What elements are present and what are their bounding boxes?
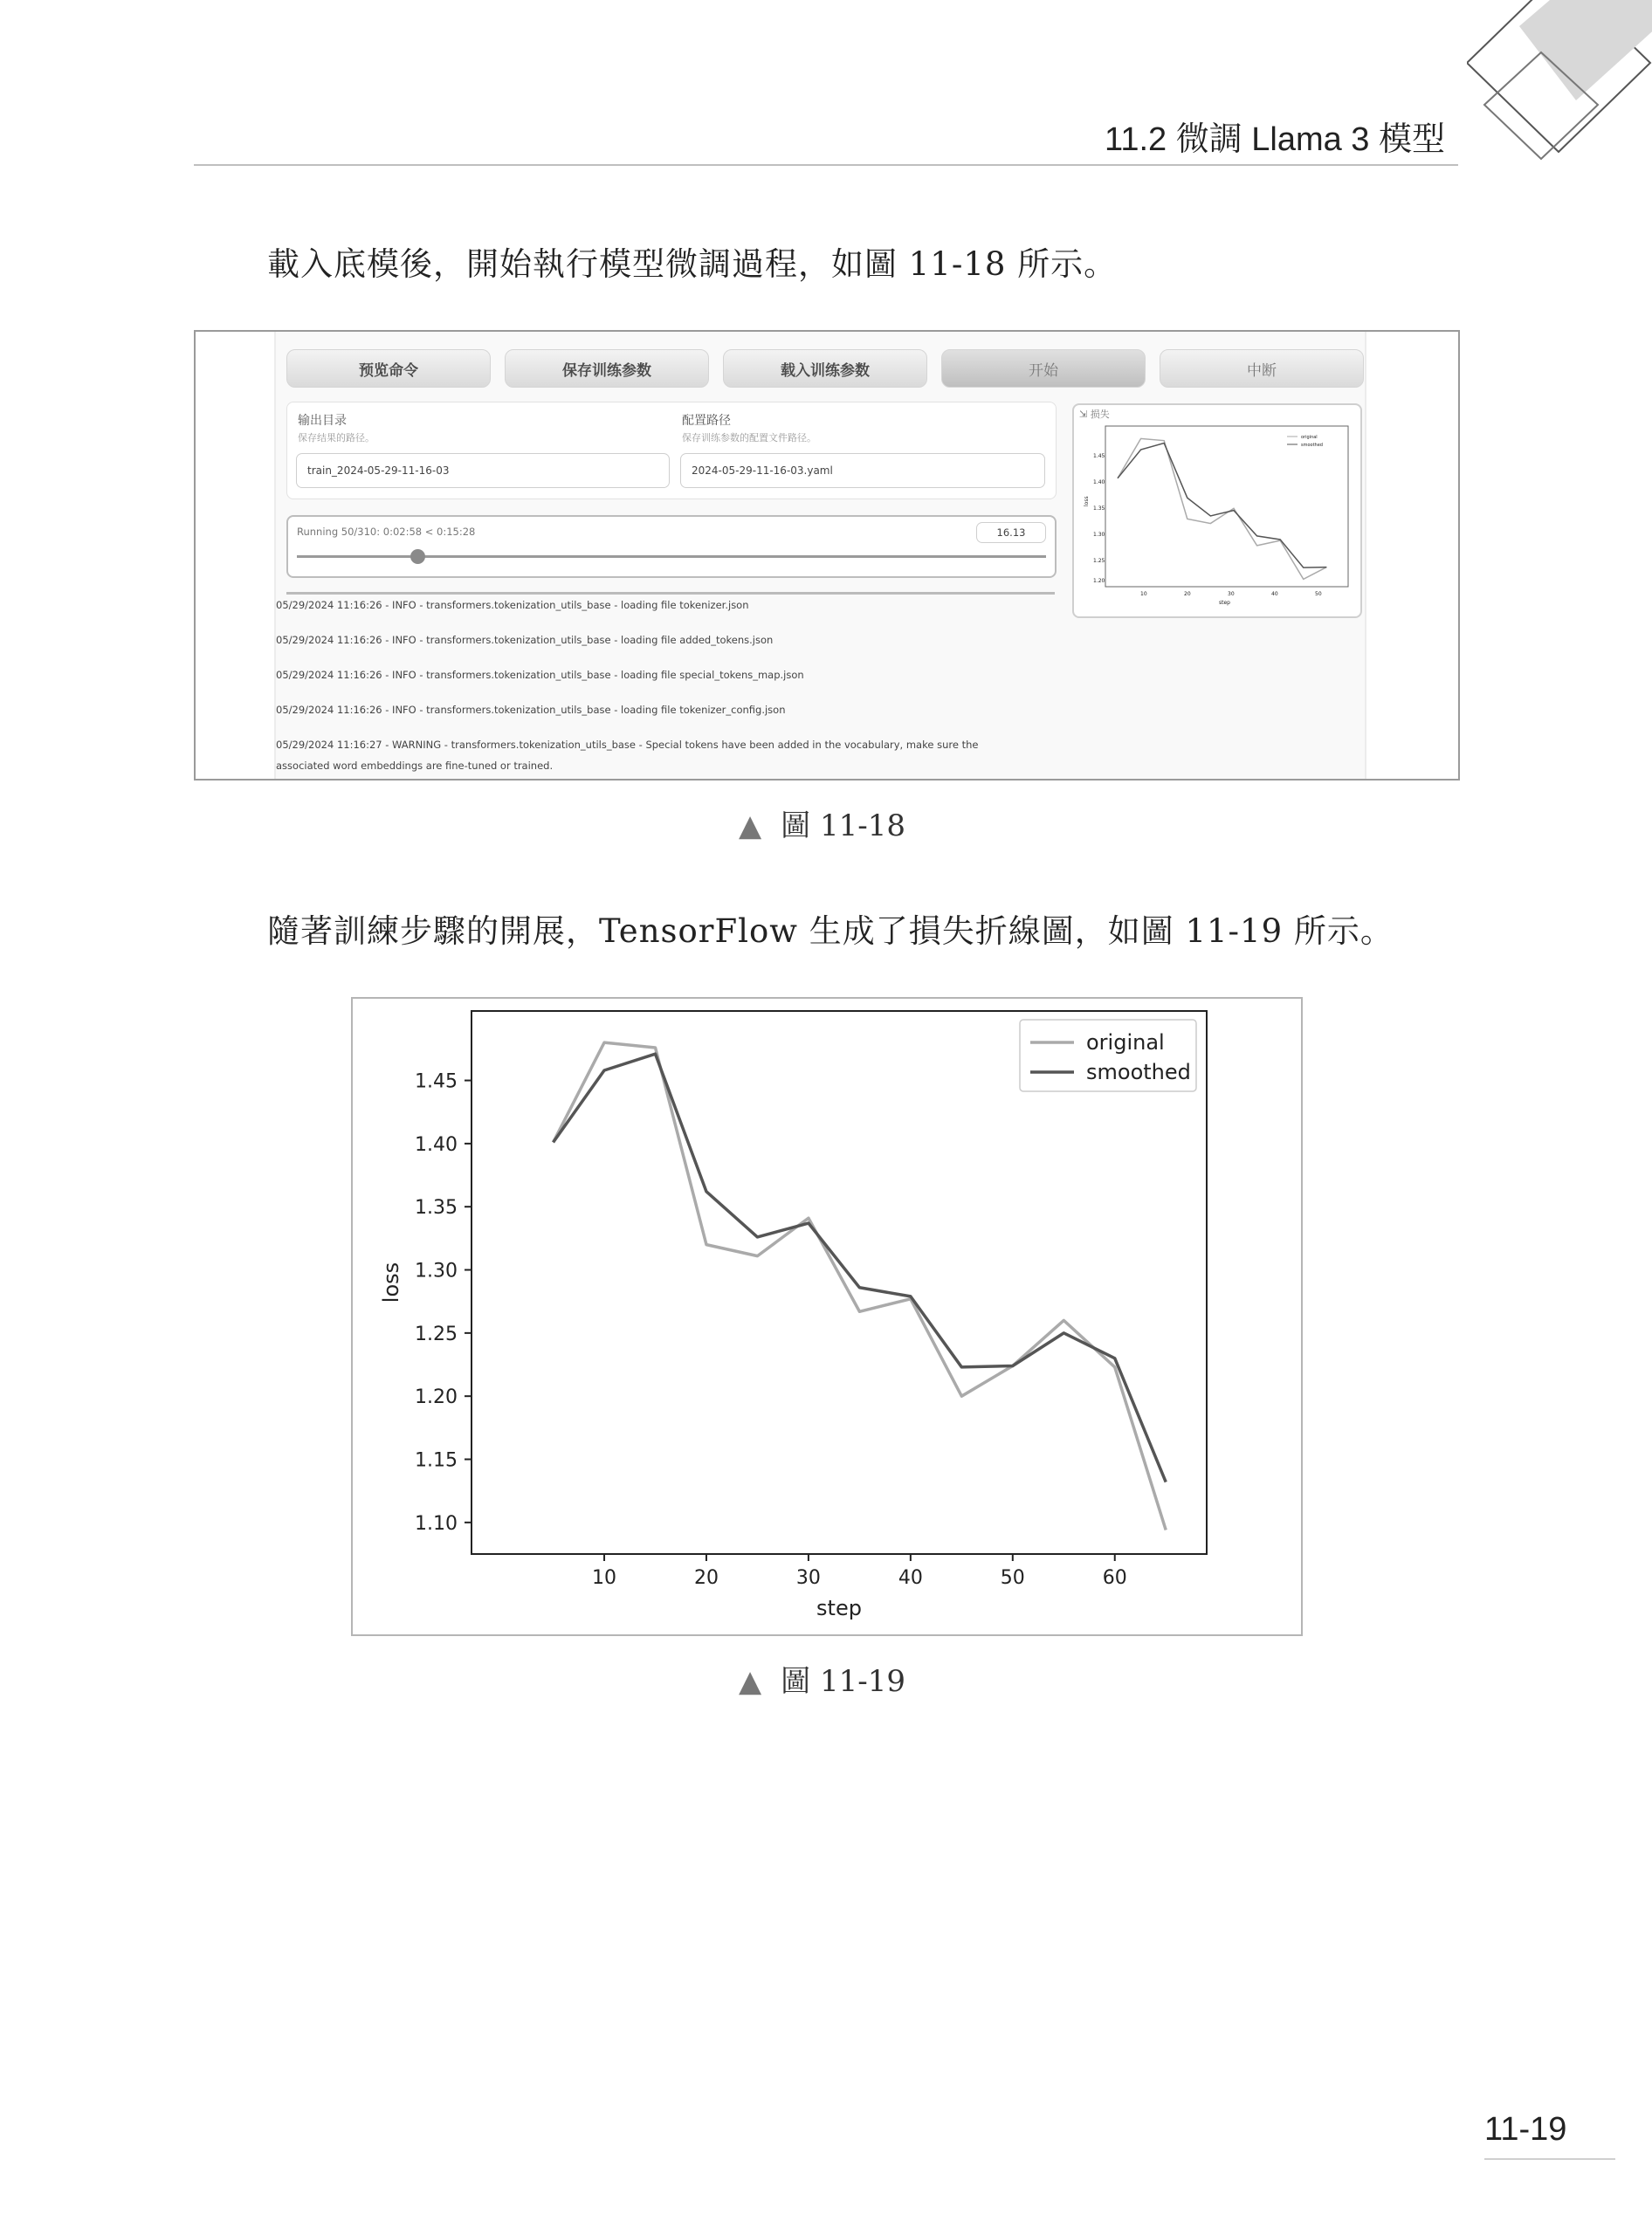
mini-legend-original: original xyxy=(1301,435,1318,440)
output-dir-input[interactable]: train_2024-05-29-11-16-03 xyxy=(296,453,670,488)
page-number: 11-19 xyxy=(1484,2111,1567,2148)
mini-ytick: 1.25 xyxy=(1093,558,1105,564)
progress-track xyxy=(297,555,1046,558)
path-panel xyxy=(286,402,1057,499)
progress-value: 16.13 xyxy=(976,522,1046,543)
paragraph-1: 載入底模後，開始執行模型微調過程，如圖 11-18 所示。 xyxy=(267,245,1118,283)
mini-xtick: 40 xyxy=(1271,591,1278,597)
y-tick-label: 1.20 xyxy=(415,1386,458,1409)
log-line: associated word embeddings are fine-tuned or trained. xyxy=(276,760,554,772)
y-tick-label: 1.35 xyxy=(415,1197,458,1220)
x-tick-label: 20 xyxy=(693,1567,719,1589)
plot-frame xyxy=(472,1011,1207,1554)
figure-11-18 xyxy=(194,330,1460,781)
output-dir-hint: 保存结果的路径。 xyxy=(298,432,375,444)
log-line: 05/29/2024 11:16:26 - INFO - transformers.tokenization_utils_base - loading file special_tokens_map.json xyxy=(276,669,804,681)
y-tick-label: 1.15 xyxy=(415,1449,458,1472)
paragraph-2: 隨著訓練步驟的開展，TensorFlow 生成了損失折線圖，如圖 11-19 所示。 xyxy=(267,912,1394,950)
stop-button[interactable]: 中断 xyxy=(1160,349,1364,388)
caption-11-18-text: 圖 11-18 xyxy=(781,808,905,843)
mini-xtick: 50 xyxy=(1315,591,1322,597)
footer-rule xyxy=(1484,2158,1615,2160)
mini-ytick: 1.20 xyxy=(1093,578,1105,584)
mini-ylabel: loss xyxy=(1084,496,1090,506)
log-line: 05/29/2024 11:16:26 - INFO - transformers.tokenization_utils_base - loading file tokenizer.json xyxy=(276,599,749,611)
load-args-button[interactable]: 载入训练参数 xyxy=(723,349,927,388)
legend-label-original: original xyxy=(1086,1030,1165,1055)
x-tick-label: 60 xyxy=(1102,1567,1127,1589)
y-tick-label: 1.40 xyxy=(415,1133,458,1156)
log-line: 05/29/2024 11:16:26 - INFO - transformers.tokenization_utils_base - loading file added_tokens.json xyxy=(276,634,774,646)
mini-xtick: 30 xyxy=(1228,591,1235,597)
figure-11-19 xyxy=(351,997,1303,1636)
legend-label-smoothed: smoothed xyxy=(1086,1060,1191,1084)
loss-chart xyxy=(353,999,1301,1634)
mini-xtick: 10 xyxy=(1140,591,1147,597)
config-path-input[interactable]: 2024-05-29-11-16-03.yaml xyxy=(680,453,1045,488)
caption-11-19 xyxy=(739,1657,905,1700)
y-axis-label: loss xyxy=(379,1262,403,1303)
start-button[interactable]: 开始 xyxy=(941,349,1146,388)
y-tick-label: 1.25 xyxy=(415,1323,458,1345)
log-line: 05/29/2024 11:16:26 - INFO - transformers.tokenization_utils_base - loading file tokenizer_config.json xyxy=(276,704,786,716)
progress-panel xyxy=(286,515,1057,578)
output-dir-label: 输出目录 xyxy=(298,414,347,428)
mini-xlabel: step xyxy=(1219,600,1230,606)
webui-panel xyxy=(274,332,1366,779)
progress-text: Running 50/310: 0:02:58 < 0:15:28 xyxy=(297,526,476,538)
corner-decoration xyxy=(1467,0,1652,183)
section-title: 11.2 微調 Llama 3 模型 xyxy=(1105,121,1446,158)
mini-xtick: 20 xyxy=(1184,591,1191,597)
triangle-icon: ▲ xyxy=(739,808,762,843)
progress-slider-thumb[interactable] xyxy=(410,549,425,564)
y-tick-label: 1.45 xyxy=(415,1070,458,1093)
y-tick-label: 1.10 xyxy=(415,1512,458,1535)
y-tick-label: 1.30 xyxy=(415,1260,458,1283)
x-tick-label: 50 xyxy=(1000,1567,1025,1589)
preview-command-button[interactable]: 预览命令 xyxy=(286,349,491,388)
log-line: 05/29/2024 11:16:27 - WARNING - transformers.tokenization_utils_base - Special tokens have been added in the vocabulary, make sure the xyxy=(276,739,979,751)
chart-icon: ⇲ xyxy=(1079,409,1091,420)
loss-panel-label: 损失 xyxy=(1090,409,1110,420)
mini-ytick: 1.30 xyxy=(1093,532,1105,538)
x-tick-label: 30 xyxy=(795,1567,821,1589)
mini-ytick: 1.45 xyxy=(1093,453,1105,459)
x-axis-label: step xyxy=(816,1596,862,1620)
header-rule xyxy=(194,164,1458,166)
loss-panel-label-wrap xyxy=(1079,407,1110,421)
x-tick-label: 10 xyxy=(592,1567,617,1589)
caption-11-18 xyxy=(739,801,905,844)
caption-11-19-text: 圖 11-19 xyxy=(781,1664,905,1699)
mini-ytick: 1.40 xyxy=(1093,479,1105,485)
save-args-button[interactable]: 保存训练参数 xyxy=(505,349,709,388)
mini-loss-chart xyxy=(1074,421,1357,613)
log-divider xyxy=(286,592,1055,595)
x-tick-label: 40 xyxy=(898,1567,923,1589)
config-path-hint: 保存训练参数的配置文件路径。 xyxy=(682,432,816,444)
loss-panel xyxy=(1072,403,1362,618)
triangle-icon: ▲ xyxy=(739,1664,762,1699)
mini-ytick: 1.35 xyxy=(1093,505,1105,512)
mini-legend-smoothed: smoothed xyxy=(1301,443,1323,448)
config-path-label: 配置路径 xyxy=(682,414,731,428)
